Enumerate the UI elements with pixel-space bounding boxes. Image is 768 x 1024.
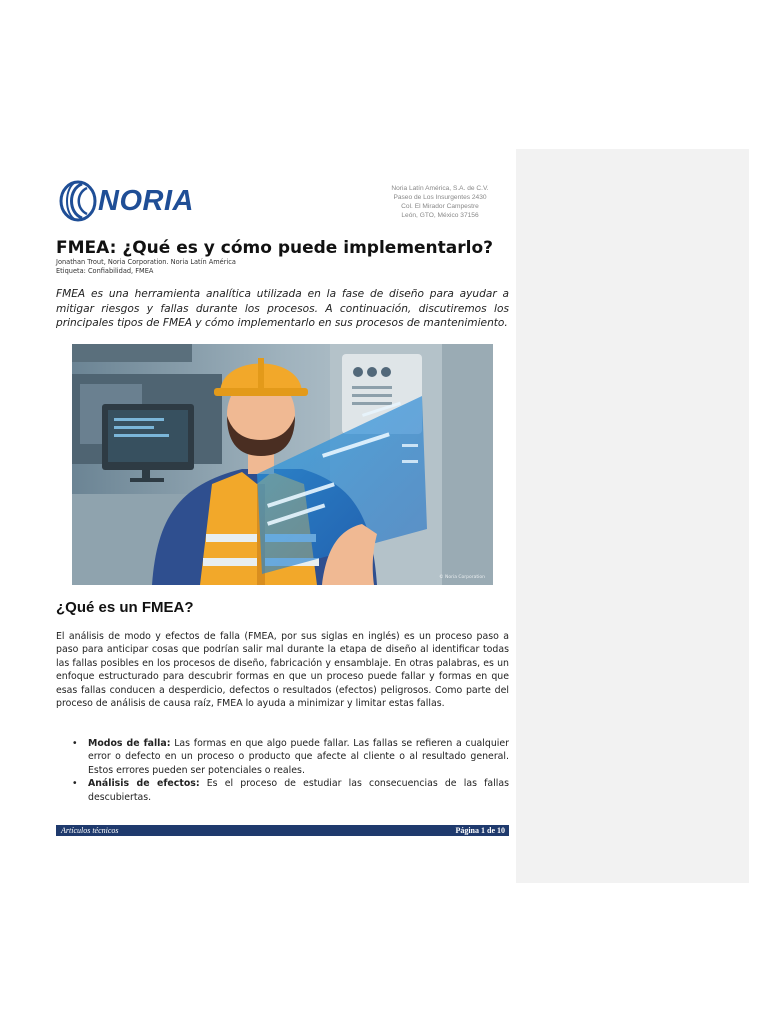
company-address (360, 184, 520, 220)
address-line: Noria Latín América, S.A. de C.V. (391, 185, 489, 192)
page-number: Página 1 de 10 (455, 826, 505, 835)
bullet-icon: • (72, 738, 78, 749)
article-tags: Etiqueta: Confiabilidad, FMEA (56, 267, 154, 275)
address-line: Col. El Mirador Campestre (401, 203, 479, 210)
list-item (70, 777, 509, 804)
logo-wordmark: NORIA (98, 185, 194, 217)
address-line: León, GTO, México 37156 (401, 212, 479, 219)
image-credit: © Noria Corporation (439, 575, 485, 580)
comment-pane (516, 149, 749, 883)
list-item-text: Es el proceso de estudiar las consecuencias de las fallas descubiertas. (88, 778, 509, 803)
worker-illustration (72, 344, 493, 585)
article-meta (56, 258, 236, 276)
section-heading: ¿Qué es un FMEA? (56, 599, 194, 616)
list-item-term: Modos de falla: (88, 738, 171, 749)
article-intro: FMEA es una herramienta analítica utilizada en la fase de diseño para ayudar a mitigar riesgos y fallas durante los procesos. A continuación, discutiremos los principales tipos de FMEA y cómo implementarlo en sus procesos de mantenimiento. (56, 288, 509, 330)
list-item-text: Las formas en que algo puede fallar. Las fallas se refieren a cualquier error o defecto en un proceso o producto que afecte al cliente o al resultado general. Estos errores pueden ser potenciales o reales. (88, 738, 510, 776)
list-item (70, 737, 509, 777)
section-body: El análisis de modo y efectos de falla (FMEA, por sus siglas en inglés) es un proceso paso a paso para anticipar cosas que podrían salir mal durante la etapa de diseño al identificar todas las fallas posibles en los procesos de diseño, fabricación y ensamblaje. En otras palabras, es un enfoque estructurado para descubrir formas en que un proceso puede fallar y formas en que esas fallas conducen a desperdicio, defectos o resultados (efectos) peligrosos. Como parte del proceso de análisis de causa raíz, FMEA lo ayuda a minimizar y limitar estas fallas. (56, 631, 509, 710)
noria-logo-icon (58, 179, 98, 223)
definition-list (70, 737, 509, 804)
list-item-term: Análisis de efectos: (88, 778, 200, 790)
footer-section-label: Artículos técnicos (61, 826, 119, 835)
address-line: Paseo de Los Insurgentes 2430 (393, 194, 487, 201)
article-authors: Jonathan Trout, Noria Corporation. Noria Latín América (56, 258, 236, 266)
hero-illustration (72, 344, 493, 585)
article-title: FMEA: ¿Qué es y cómo puede implementarlo? (56, 238, 494, 258)
page-footer (56, 825, 509, 836)
bullet-icon: • (72, 778, 78, 790)
noria-logo (58, 179, 198, 223)
